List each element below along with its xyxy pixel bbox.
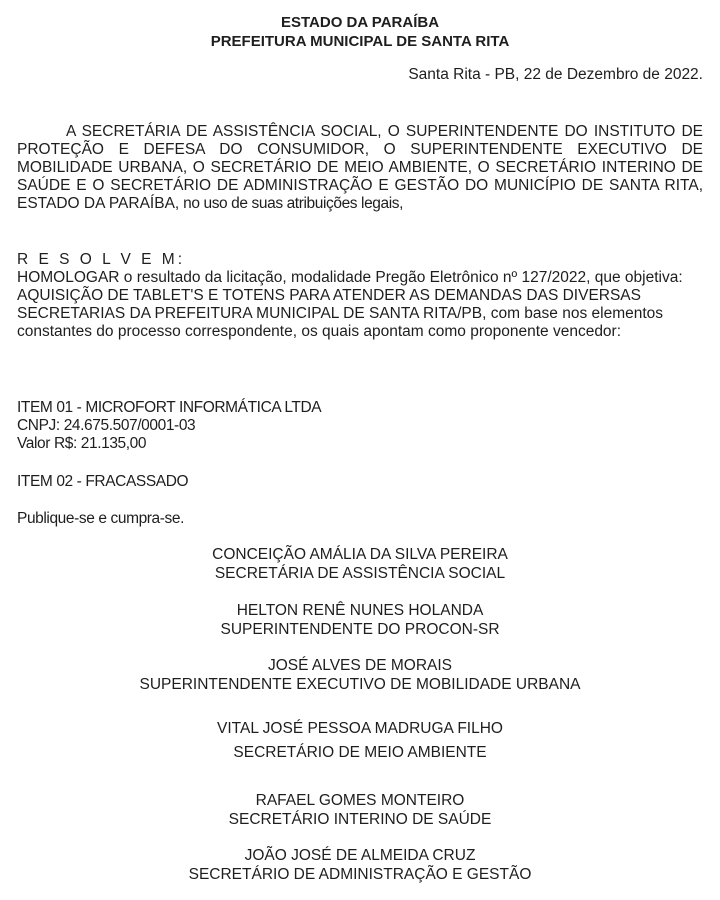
closing-text: Publique-se e cumpra-se. (17, 510, 185, 527)
signature-block (0, 545, 720, 583)
item-01-title: ITEM 01 - MICROFORT INFORMÁTICA LTDA (17, 399, 322, 416)
signature-name: CONCEIÇÃO AMÁLIA DA SILVA PEREIRA (212, 546, 508, 563)
signature-block (0, 656, 720, 694)
signature-role: SUPERINTENDENTE EXECUTIVO DE MOBILIDADE URBANA (139, 676, 581, 693)
resolvem-heading: R E S O L V E M: (17, 251, 186, 268)
signature-block (0, 717, 720, 765)
signature-name: HELTON RENÊ NUNES HOLANDA (236, 602, 484, 619)
signature-role: SECRETÁRIO INTERINO DE SAÚDE (228, 811, 492, 828)
signature-role: SECRETÁRIO DE MEIO AMBIENTE (233, 744, 487, 761)
signature-name: JOSÉ ALVES DE MORAIS (267, 657, 453, 674)
signature-role: SUPERINTENDENTE DO PROCON-SR (220, 621, 500, 638)
state-title: ESTADO DA PARAÍBA (280, 14, 440, 31)
intro-tail-text: no uso de suas atribuições legais, (179, 195, 404, 212)
signature-block (0, 791, 720, 829)
signature-name: VITAL JOSÉ PESSOA MADRUGA FILHO (217, 720, 503, 737)
document-date: Santa Rita - PB, 22 de Dezembro de 2022. (408, 66, 703, 83)
document-header (0, 13, 720, 51)
intro-paragraph (17, 123, 703, 213)
signature-block (0, 601, 720, 639)
item-01-valor: Valor R$: 21.135,00 (17, 435, 147, 452)
item-01-cnpj: CNPJ: 24.675.507/0001-03 (17, 417, 196, 434)
signature-name: JOÃO JOSÉ DE ALMEIDA CRUZ (244, 847, 476, 864)
signature-role: SECRETÁRIO DE ADMINISTRAÇÃO E GESTÃO (188, 866, 532, 883)
signature-block (0, 846, 720, 884)
item-02-title: ITEM 02 - FRACASSADO (17, 473, 189, 490)
homologation-paragraph: HOMOLOGAR o resultado da licitação, modalidade Pregão Eletrônico nº 127/2022, que objetiva: AQUISIÇÃO DE TABLET'S E TOTENS PARA ATENDER AS DEMANDAS DAS DIVERSAS SECRETARIAS DA PREFEITURA MUNICIPAL DE SANTA RITA/PB, com base nos elementos constantes do processo correspondente, os quais apontam como proponente vencedor: (17, 269, 683, 340)
item-01-block (17, 399, 703, 453)
signature-name: RAFAEL GOMES MONTEIRO (255, 792, 465, 809)
intro-main-text: A SECRETÁRIA DE ASSISTÊNCIA SOCIAL, O SUPERINTENDENTE DO INSTITUTO DE PROTEÇÃO E DEFESA DO CONSUMIDOR, O SUPERINTENDENTE EXECUTIVO DE MOBILIDADE URBANA, O SECRETÁRIO DE MEIO AMBIENTE, O SECRETÁRIO INTERINO DE SAÚDE E O SECRETÁRIO DE ADMINISTRAÇÃO E GESTÃO DO MUNICÍPIO DE SANTA RITA, ESTADO DA PARAÍBA, (17, 123, 703, 212)
city-hall-title: PREFEITURA MUNICIPAL DE SANTA RITA (210, 33, 510, 50)
signature-role: SECRETÁRIA DE ASSISTÊNCIA SOCIAL (214, 565, 506, 582)
